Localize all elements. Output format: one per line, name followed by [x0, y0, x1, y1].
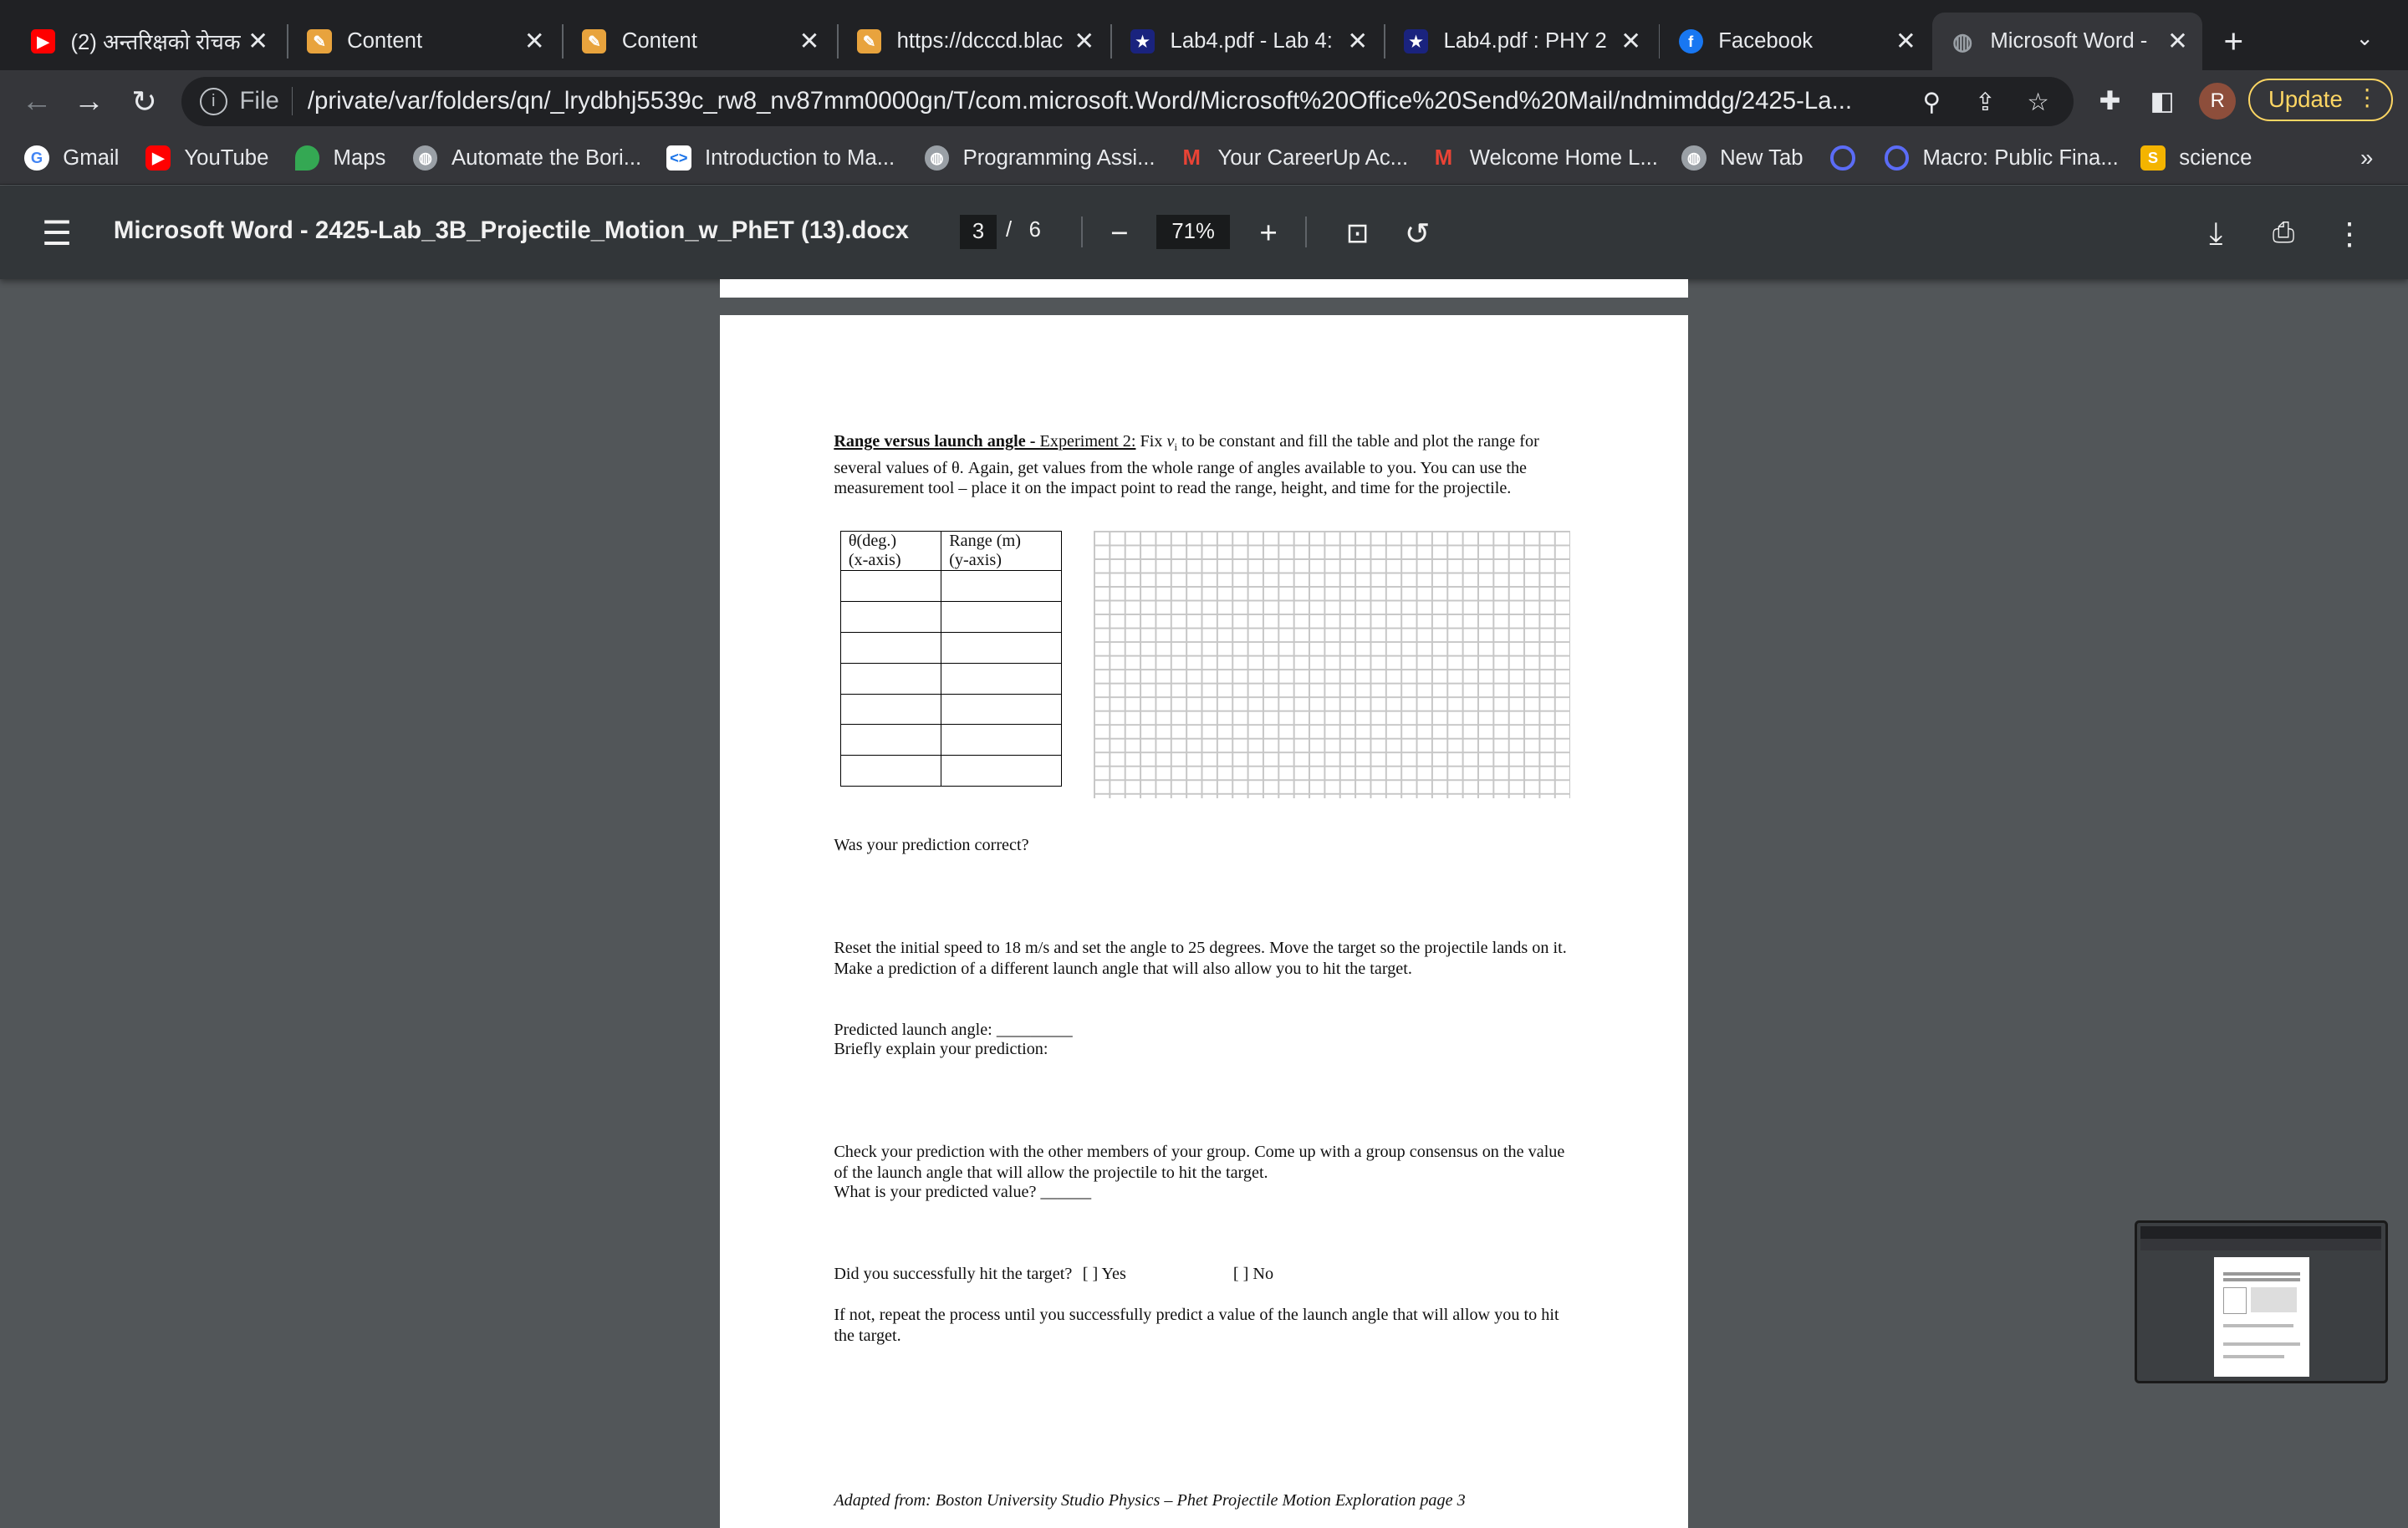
code-icon: <> — [666, 145, 691, 170]
angle-cell — [840, 602, 941, 633]
back-arrow-icon[interactable]: ← — [21, 84, 53, 119]
bookmark-label: YouTube — [184, 145, 269, 170]
tab-title: https://dcccd.blac — [896, 29, 1064, 53]
zoom-input[interactable]: 71% — [1156, 215, 1230, 248]
range-cell — [941, 725, 1062, 756]
globe-icon: ◍ — [1681, 145, 1706, 170]
experiment-2-text-b: to be constant and fill the table and plot the range for several values of θ. Again, get values from the whole range of angles available to you. You can use the measurement tool – place it on the impact point to read the range, height, and time for the projectile. — [834, 432, 1539, 497]
table-header-range — [941, 532, 1062, 571]
bookmark-gmail[interactable] — [24, 143, 119, 174]
star-icon: ★ — [1404, 29, 1428, 53]
globe-icon: ◍ — [1952, 28, 1973, 54]
page-separator: / — [1006, 217, 1013, 242]
tab-title: Microsoft Word - — [1990, 29, 2148, 53]
bookmark-star-icon[interactable]: ☆ — [2027, 88, 2049, 116]
tab-content-1[interactable] — [288, 13, 559, 71]
tab-microsoft-word[interactable] — [1932, 13, 2202, 71]
question-prediction-correct: Was your prediction correct? — [834, 836, 1029, 855]
close-icon[interactable]: ✕ — [1074, 28, 1095, 56]
hit-target-question — [834, 1264, 1571, 1284]
info-icon[interactable]: i — [200, 88, 227, 115]
extensions-puzzle-icon[interactable]: ✚ — [2099, 86, 2121, 116]
fit-page-icon[interactable]: ⊡ — [1345, 218, 1370, 250]
reset-instructions: Reset the initial speed to 18 m/s and set the angle to 25 degrees. Move the target so the projectile lands on it. Make a prediction of a different launch angle that will also allow you to hit the target. — [834, 939, 1567, 978]
table-header-row — [840, 532, 1062, 571]
bookmark-label: Maps — [333, 145, 386, 170]
table-row — [840, 602, 1062, 633]
bookmark-label: Macro: Public Fina... — [1922, 145, 2119, 170]
table-row — [840, 633, 1062, 664]
velocity-subscript: i — [1174, 441, 1178, 454]
bookmark-careerup[interactable] — [1180, 143, 1409, 174]
angle-cell — [840, 756, 941, 787]
header-line: (y-axis) — [949, 550, 1002, 569]
reload-icon[interactable]: ↻ — [131, 84, 158, 119]
close-icon[interactable]: ✕ — [1620, 28, 1641, 56]
bookmark-automate[interactable] — [413, 143, 641, 174]
bookmarks-bar — [0, 132, 2408, 185]
zoom-in-icon[interactable]: + — [1259, 216, 1278, 251]
close-icon[interactable]: ✕ — [2167, 28, 2188, 56]
header-line: (x-axis) — [848, 550, 901, 569]
no-checkbox: [ ] No — [1232, 1264, 1274, 1283]
range-cell — [941, 694, 1062, 725]
content-icon: ✎ — [307, 29, 331, 53]
close-icon[interactable]: ✕ — [798, 28, 820, 56]
page-thumbnail-preview[interactable] — [2135, 1220, 2388, 1383]
zoom-icon[interactable]: ⚲ — [1922, 88, 1941, 116]
thumb-tabbar — [2140, 1226, 2381, 1239]
table-row — [840, 756, 1062, 787]
document-title: Microsoft Word - 2425-Lab_3B_Projectile_Motion_w_PhET (13).docx — [113, 216, 909, 244]
angle-cell — [840, 633, 941, 664]
url-text[interactable]: /private/var/folders/qn/_lrydbhj5539c_rw8_nv87mm0000gn/T/com.microsoft.Word/Microsoft%20Office%20Send%20Mail/ndmimddg/2425-La... — [307, 87, 1853, 115]
close-icon[interactable]: ✕ — [523, 28, 545, 56]
maps-icon — [295, 145, 319, 170]
url-scheme: File — [239, 87, 292, 115]
tab-content-2[interactable] — [564, 13, 834, 71]
side-panel-icon[interactable]: ◧ — [2150, 86, 2175, 116]
tab-title: Content — [621, 29, 697, 53]
range-cell — [941, 756, 1062, 787]
bookmark-label: Welcome Home L... — [1469, 145, 1658, 170]
range-cell — [941, 571, 1062, 602]
menu-icon[interactable]: ☰ — [41, 214, 73, 253]
tab-title: Lab4.pdf : PHY 2 — [1443, 29, 1607, 53]
check-prediction-text: Check your prediction with the other members of your group. Come up with a group consensus on the value of the launch angle that will allow the projectile to hit the target. — [834, 1143, 1565, 1182]
yes-checkbox: [ ] Yes — [1082, 1264, 1126, 1283]
tab-title: (2) अन्तरिक्षको रोचक — [70, 31, 241, 55]
new-tab-button[interactable]: + — [2223, 21, 2244, 60]
pdf-toolbar — [0, 186, 2408, 279]
graph-grid — [1094, 531, 1570, 798]
tab-dcccd[interactable] — [839, 13, 1109, 71]
bookmark-label: Your CareerUp Ac... — [1217, 145, 1409, 170]
pdf-page — [720, 315, 1687, 1528]
close-icon[interactable]: ✕ — [247, 28, 268, 56]
bookmark-introduction[interactable] — [666, 143, 895, 174]
bookmark-label: New Tab — [1720, 145, 1803, 170]
thumb-toolbar — [2140, 1239, 2381, 1251]
tab-search-chevron-icon[interactable]: ⌄ — [2355, 27, 2375, 51]
omnibox[interactable] — [181, 77, 2074, 126]
thumb-page — [2214, 1257, 2309, 1377]
bookmark-macro[interactable] — [1885, 143, 2119, 174]
explain-prediction: Briefly explain your prediction: — [834, 1040, 1048, 1059]
tab-lab4-pdf[interactable] — [1112, 13, 1382, 71]
print-icon[interactable]: ⎙ — [2272, 217, 2295, 249]
zoom-out-icon[interactable]: − — [1110, 216, 1129, 251]
angle-cell — [840, 725, 941, 756]
q-icon — [1830, 145, 1854, 170]
q-icon — [1885, 145, 1909, 170]
bookmark-youtube[interactable] — [145, 143, 268, 174]
s-icon: S — [2140, 145, 2165, 170]
more-vert-icon: ⋮ — [2355, 84, 2379, 111]
bookmark-label: Automate the Bori... — [451, 145, 642, 170]
page-number-input[interactable]: 3 — [960, 215, 997, 248]
youtube-icon: ▶ — [145, 145, 170, 170]
table-row — [840, 571, 1062, 602]
bookmark-label: Introduction to Ma... — [705, 145, 895, 170]
update-button[interactable] — [2248, 79, 2393, 121]
bookmark-label: Programming Assi... — [962, 145, 1156, 170]
header-line: θ(deg.) — [848, 532, 897, 551]
predicted-value: What is your predicted value? ______ — [834, 1183, 1092, 1202]
youtube-icon: ▶ — [31, 29, 55, 53]
tab-title: Lab4.pdf - Lab 4: — [1170, 29, 1333, 53]
tab-lab4-phy[interactable] — [1385, 13, 1656, 71]
bookmark-label: science — [2179, 145, 2252, 170]
table-row — [840, 663, 1062, 694]
range-cell — [941, 663, 1062, 694]
bookmark-label: Gmail — [63, 145, 120, 170]
gmail-icon: M — [1434, 145, 1453, 170]
facebook-icon: f — [1679, 29, 1703, 53]
hit-question-text: Did you successfully hit the target? — [834, 1264, 1073, 1283]
content-icon: ✎ — [582, 29, 606, 53]
globe-icon: ◍ — [413, 145, 437, 170]
experiment-2-paragraph — [834, 431, 1571, 498]
angle-cell — [840, 663, 941, 694]
angle-cell — [840, 571, 941, 602]
range-cell — [941, 602, 1062, 633]
bookmark-science[interactable] — [2140, 143, 2252, 174]
bookmark-maps[interactable] — [295, 143, 386, 174]
previous-page-edge — [720, 279, 1687, 298]
globe-icon: ◍ — [925, 145, 949, 170]
bookmarks-overflow-button[interactable]: » — [2360, 145, 2374, 171]
tab-facebook[interactable] — [1660, 13, 1930, 71]
experiment-2-heading: Range versus launch angle - — [834, 432, 1040, 451]
share-icon[interactable]: ⇪ — [1974, 88, 1996, 116]
close-icon[interactable]: ✕ — [1347, 28, 1368, 56]
tab-youtube[interactable] — [13, 13, 283, 71]
table-row — [840, 725, 1062, 756]
content-icon: ✎ — [857, 29, 881, 53]
star-icon: ★ — [1130, 29, 1155, 53]
tab-strip — [0, 0, 2408, 70]
tab-title: Content — [347, 29, 423, 53]
address-toolbar — [0, 70, 2408, 131]
bookmark-welcome-home[interactable] — [1431, 143, 1658, 174]
page-footer: Adapted from: Boston University Studio Physics – Phet Projectile Motion Exploration page 3 — [834, 1491, 1466, 1510]
header-line: Range (m) — [949, 532, 1021, 551]
repeat-instructions: If not, repeat the process until you successfully predict a value of the launch angle that will allow you to hit the target. — [834, 1306, 1559, 1345]
total-pages: 6 — [1028, 217, 1041, 242]
experiment-2-label: Experiment 2: — [1039, 432, 1136, 451]
close-icon[interactable]: ✕ — [1895, 28, 1916, 56]
forward-arrow-icon[interactable]: → — [74, 84, 105, 119]
google-icon: G — [24, 145, 48, 170]
velocity-variable: v — [1166, 432, 1175, 451]
experiment-2-text-a: Fix — [1135, 432, 1167, 451]
range-cell — [941, 633, 1062, 664]
predicted-launch-angle: Predicted launch angle: _________ — [834, 1020, 1073, 1039]
data-table — [840, 531, 1063, 787]
avatar[interactable]: R — [2199, 83, 2236, 120]
rotate-icon[interactable]: ↺ — [1404, 216, 1431, 251]
table-header-angle — [840, 532, 941, 571]
update-label: Update — [2268, 86, 2343, 113]
bookmark-new-tab[interactable] — [1681, 143, 1803, 174]
bookmark-programming[interactable] — [925, 143, 1156, 174]
more-options-icon[interactable]: ⋮ — [2334, 216, 2365, 251]
bookmark-q[interactable] — [1830, 143, 1869, 174]
angle-cell — [840, 694, 941, 725]
gmail-icon: M — [1182, 145, 1201, 170]
tab-title: Facebook — [1718, 29, 1814, 53]
table-row — [840, 694, 1062, 725]
download-icon[interactable]: ⤓ — [2209, 215, 2223, 250]
